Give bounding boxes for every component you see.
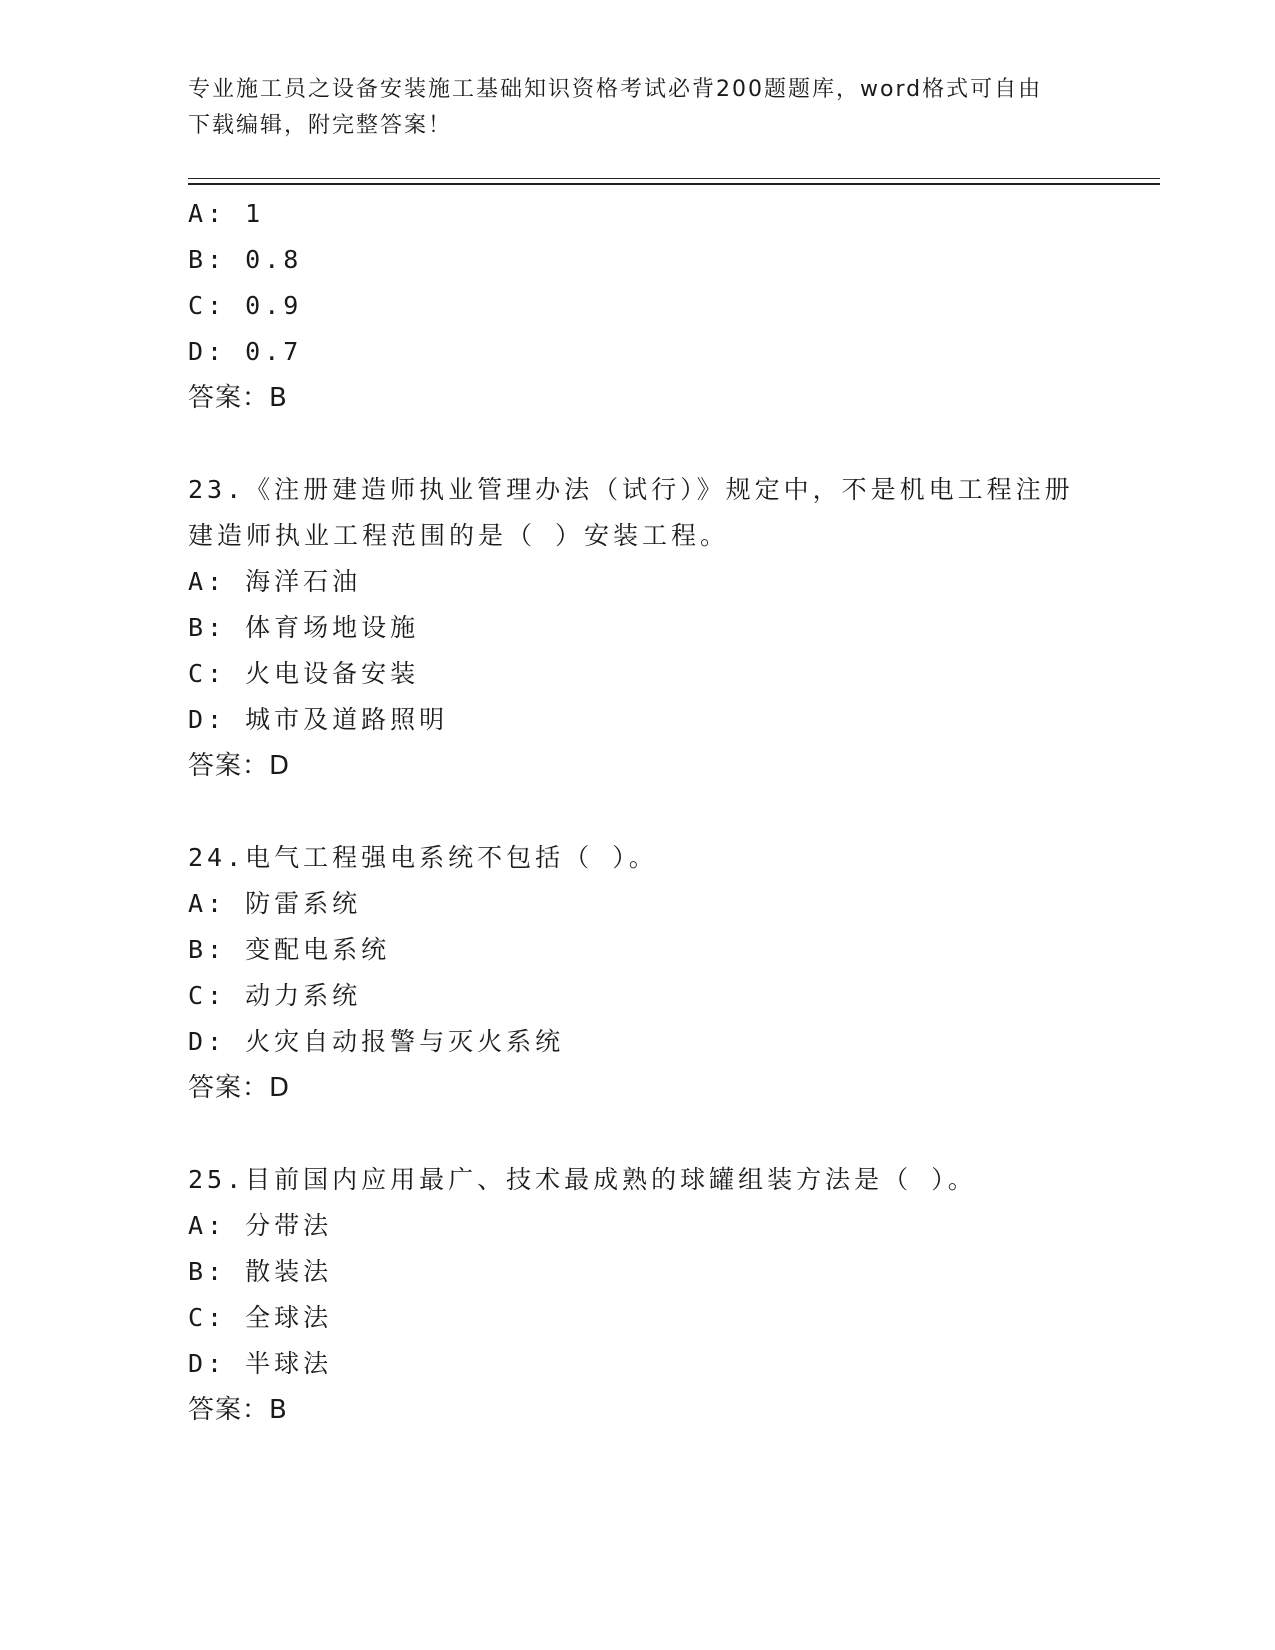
option-b: B: 体育场地设施	[188, 613, 420, 642]
option-a: A: 1	[188, 199, 265, 228]
answer-line: 答案：D	[188, 1073, 291, 1103]
question-25-text: 25.目前国内应用最广、技术最成熟的球罐组装方法是（ ）。	[188, 1165, 977, 1194]
option-d: D: 火灾自动报警与灭火系统	[188, 1027, 565, 1056]
question-23-text-line-2: 建造师执业工程范围的是（ ）安装工程。	[188, 521, 730, 550]
header-title-line-1: 专业施工员之设备安装施工基础知识资格考试必背200题题库，word格式可自由	[188, 77, 1043, 102]
question-content	[188, 191, 1148, 1433]
answer-line: 答案：B	[188, 383, 288, 413]
question-22-block	[188, 191, 1148, 421]
option-a: A: 分带法	[188, 1211, 333, 1240]
document-header	[188, 72, 1088, 144]
header-divider-thick	[188, 183, 1160, 185]
option-c: C: 火电设备安装	[188, 659, 420, 688]
spacer	[188, 1111, 1148, 1157]
spacer	[188, 789, 1148, 835]
answer-line: 答案：D	[188, 751, 291, 781]
option-d: D: 0.7	[188, 337, 303, 366]
question-24-text: 24.电气工程强电系统不包括（ ）。	[188, 843, 658, 872]
spacer	[188, 421, 1148, 467]
question-23-block	[188, 467, 1148, 789]
question-23-text-line-1: 23.《注册建造师执业管理办法（试行）》规定中，不是机电工程注册	[188, 475, 1074, 504]
option-a: A: 海洋石油	[188, 567, 362, 596]
question-24-block	[188, 835, 1148, 1111]
answer-line: 答案：B	[188, 1395, 288, 1425]
option-a: A: 防雷系统	[188, 889, 362, 918]
option-b: B: 0.8	[188, 245, 303, 274]
option-c: C: 全球法	[188, 1303, 333, 1332]
question-25-block	[188, 1157, 1148, 1433]
option-b: B: 散装法	[188, 1257, 333, 1286]
option-c: C: 动力系统	[188, 981, 362, 1010]
header-title-line-2: 下载编辑，附完整答案！	[188, 113, 453, 138]
header-divider-thin	[188, 178, 1160, 179]
option-c: C: 0.9	[188, 291, 303, 320]
option-d: D: 城市及道路照明	[188, 705, 449, 734]
option-d: D: 半球法	[188, 1349, 333, 1378]
option-b: B: 变配电系统	[188, 935, 391, 964]
